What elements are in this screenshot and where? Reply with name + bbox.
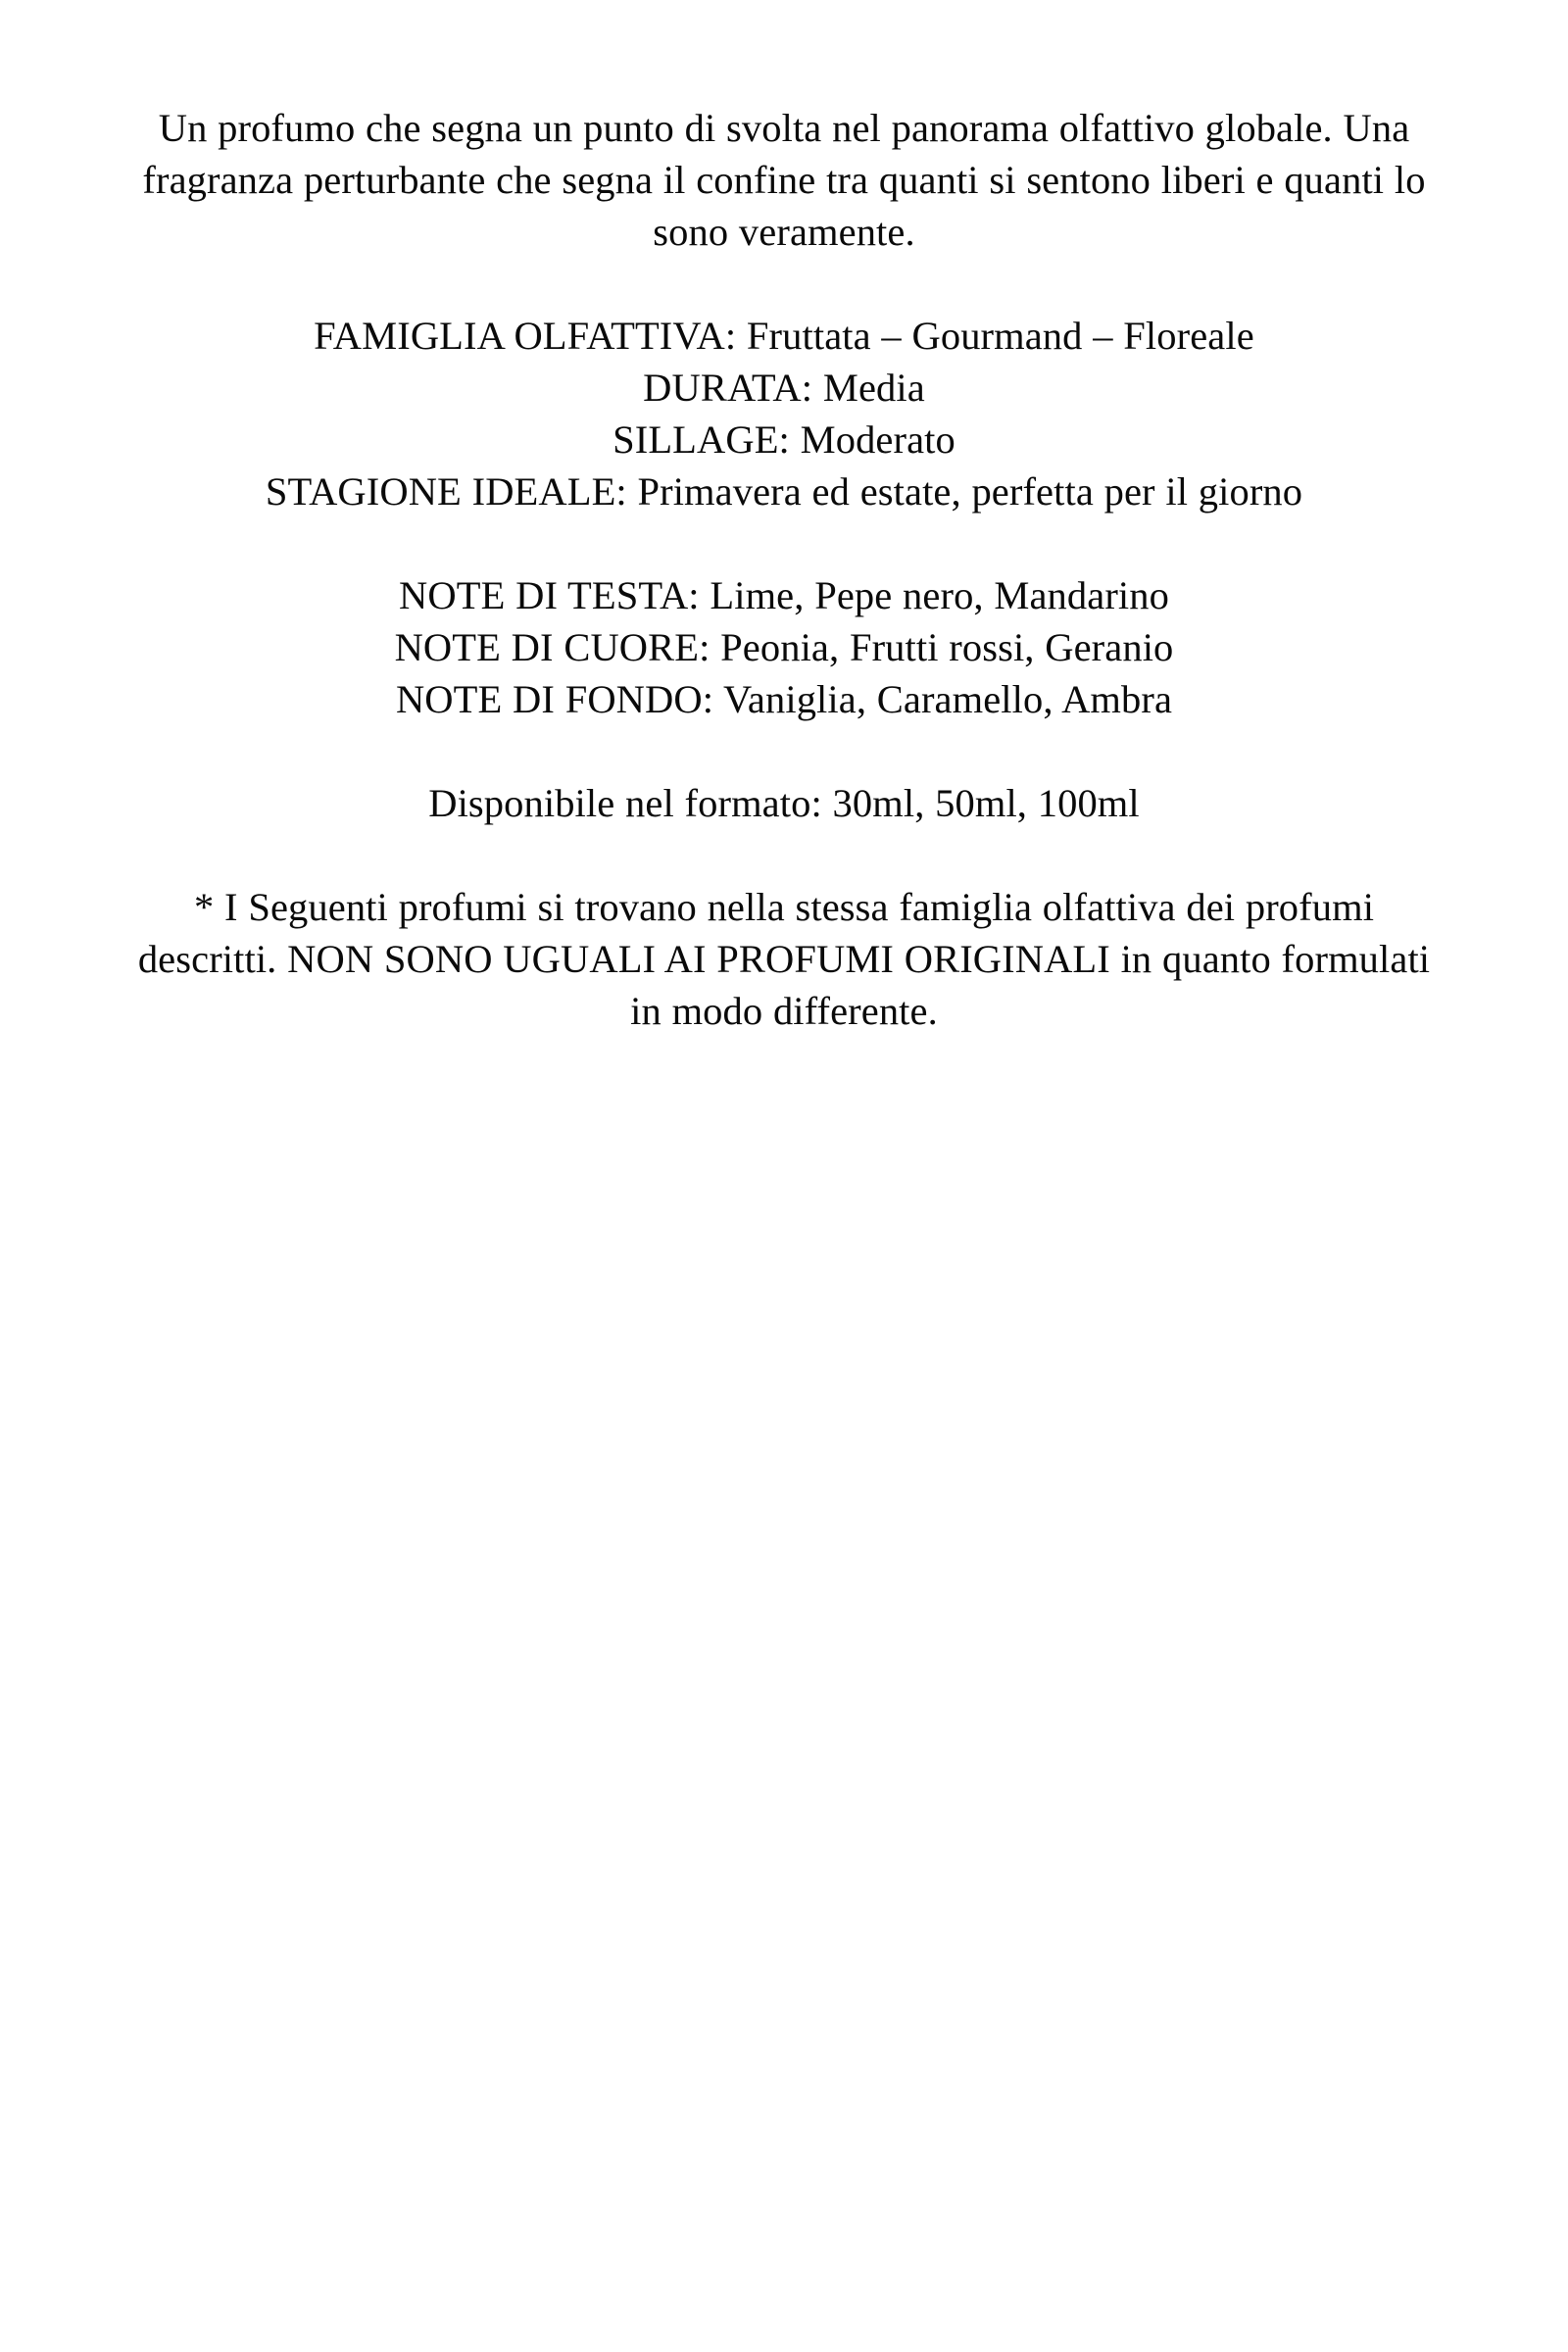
document-body (137, 102, 1431, 1037)
specifications-block (137, 310, 1431, 517)
note-di-testa: NOTE DI TESTA: Lime, Pepe nero, Mandarino (399, 573, 1169, 617)
intro-paragraph-block (137, 102, 1431, 258)
disclaimer-paragraph: * I Seguenti profumi si trovano nella stessa famiglia olfattiva dei profumi descritti. NON SONO UGUALI AI PROFUMI ORIGINALI in quanto formulati in modo differente. (137, 885, 1431, 1033)
available-formats-block (137, 777, 1431, 829)
note-di-fondo: NOTE DI FONDO: Vaniglia, Caramello, Ambra (395, 677, 1173, 721)
note-di-cuore: NOTE DI CUORE: Peonia, Frutti rossi, Geranio (394, 625, 1174, 669)
spec-durata: DURATA: Media (643, 366, 925, 410)
fragrance-notes-block (137, 569, 1431, 725)
spec-sillage: SILLAGE: Moderato (612, 417, 956, 462)
spec-famiglia-olfattiva: FAMIGLIA OLFATTIVA: Fruttata – Gourmand – Floreale (314, 314, 1254, 358)
disclaimer-block (137, 881, 1431, 1037)
available-formats-line: Disponibile nel formato: 30ml, 50ml, 100ml (428, 781, 1140, 825)
intro-paragraph: Un profumo che segna un punto di svolta nel panorama olfattivo globale. Una fragranza perturbante che segna il confine tra quanti si sentono liberi e quanti lo sono veramente. (142, 106, 1426, 254)
spec-stagione-ideale: STAGIONE IDEALE: Primavera ed estate, perfetta per il giorno (265, 469, 1303, 514)
